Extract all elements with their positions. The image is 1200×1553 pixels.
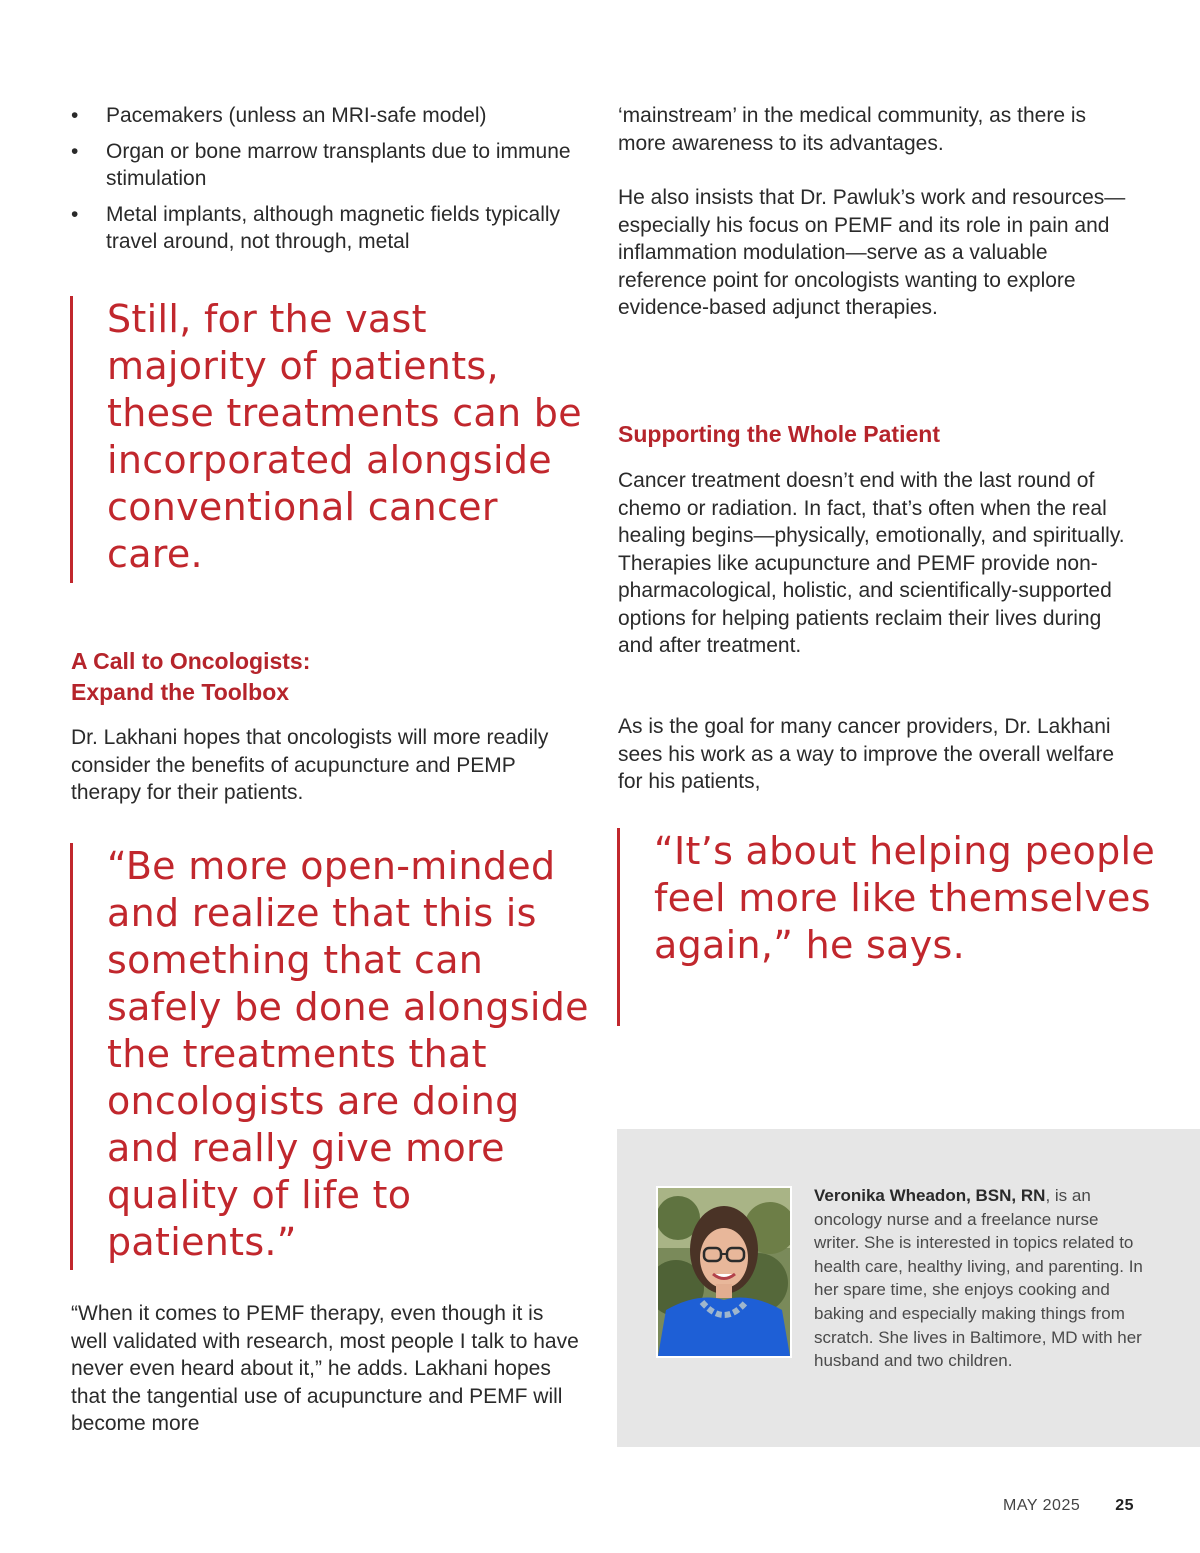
author-portrait-image <box>658 1188 790 1356</box>
paragraph-cancer-treatment: Cancer treatment doesn’t end with the last round of chemo or radiation. In fact, that’s often when the real healing begins—physically, emotionally, and spiritually. Therapies like acupuncture and PEMF provide non-pharmacological, holistic, and scientifically-supported options for helping patients reclaim their lives during and after treatment. <box>618 469 1125 657</box>
author-bio-description: , is an oncology nurse and a freelance nurse writer. She is interested in topics related to health care, healthy living, and parenting. In her spare time, she enjoys cooking and baking and especially making things from scratch. She lives in Baltimore, MD with her husband and two children. <box>814 1186 1143 1371</box>
pull-quote-text: “Be more open-minded and realize that this is something that can safely be done alongside the treatments that oncologists are doing and really give more quality of life to patients.” <box>107 844 589 1264</box>
pull-quote-still <box>70 296 590 583</box>
paragraph-goal: As is the goal for many cancer providers, Dr. Lakhani sees his work as a way to improve the overall welfare for his patients, <box>618 715 1115 793</box>
pull-quote-helping-people <box>617 828 1177 1026</box>
heading-line: Expand the Toolbox <box>71 679 290 705</box>
heading-line: A Call to Oncologists: <box>71 648 311 674</box>
pull-quote-text: Still, for the vast majority of patients, these treatments can be incorporated alongside conventional cancer care. <box>107 297 582 576</box>
section-heading-call-to-oncologists <box>71 646 571 708</box>
section-heading-supporting-whole-patient: Supporting the Whole Patient <box>618 421 940 447</box>
paragraph-pawluk: He also insists that Dr. Pawluk’s work and resources—especially his focus on PEMF and its role in pain and inflammation modulation—serve as a valuable reference point for oncologists wanting to explore evidence-based adjunct therapies. <box>618 186 1126 319</box>
author-name: Veronika Wheadon, BSN, RN <box>814 1186 1046 1205</box>
list-item: • Pacemakers (unless an MRI-safe model) <box>71 102 571 130</box>
paragraph-mainstream: ‘mainstream’ in the medical community, as there is more awareness to its advantages. <box>618 104 1086 155</box>
pull-quote-open-minded <box>70 843 600 1270</box>
paragraph-pemf-therapy: “When it comes to PEMF therapy, even though it is well validated with research, most people I talk to have never even heard about it,” he adds. Lakhani hopes that the tangential use of acupuncture and PEMF will become more <box>71 1302 579 1435</box>
page-footer <box>1003 1497 1134 1515</box>
list-item: • Metal implants, although magnetic fields typically travel around, not through, metal <box>71 201 571 256</box>
issue-date: MAY 2025 <box>1003 1497 1081 1514</box>
paragraph-lakhani-hopes: Dr. Lakhani hopes that oncologists will more readily consider the benefits of acupuncture and PEMP therapy for their patients. <box>71 726 549 804</box>
author-bio-text <box>814 1184 1144 1373</box>
page-number: 25 <box>1115 1497 1134 1514</box>
author-photo <box>656 1186 792 1358</box>
list-item: • Organ or bone marrow transplants due to immune stimulation <box>71 138 571 193</box>
contraindication-list <box>71 102 571 264</box>
author-bio-box <box>617 1129 1200 1447</box>
pull-quote-text: “It’s about helping people feel more like themselves again,” he says. <box>654 829 1156 967</box>
